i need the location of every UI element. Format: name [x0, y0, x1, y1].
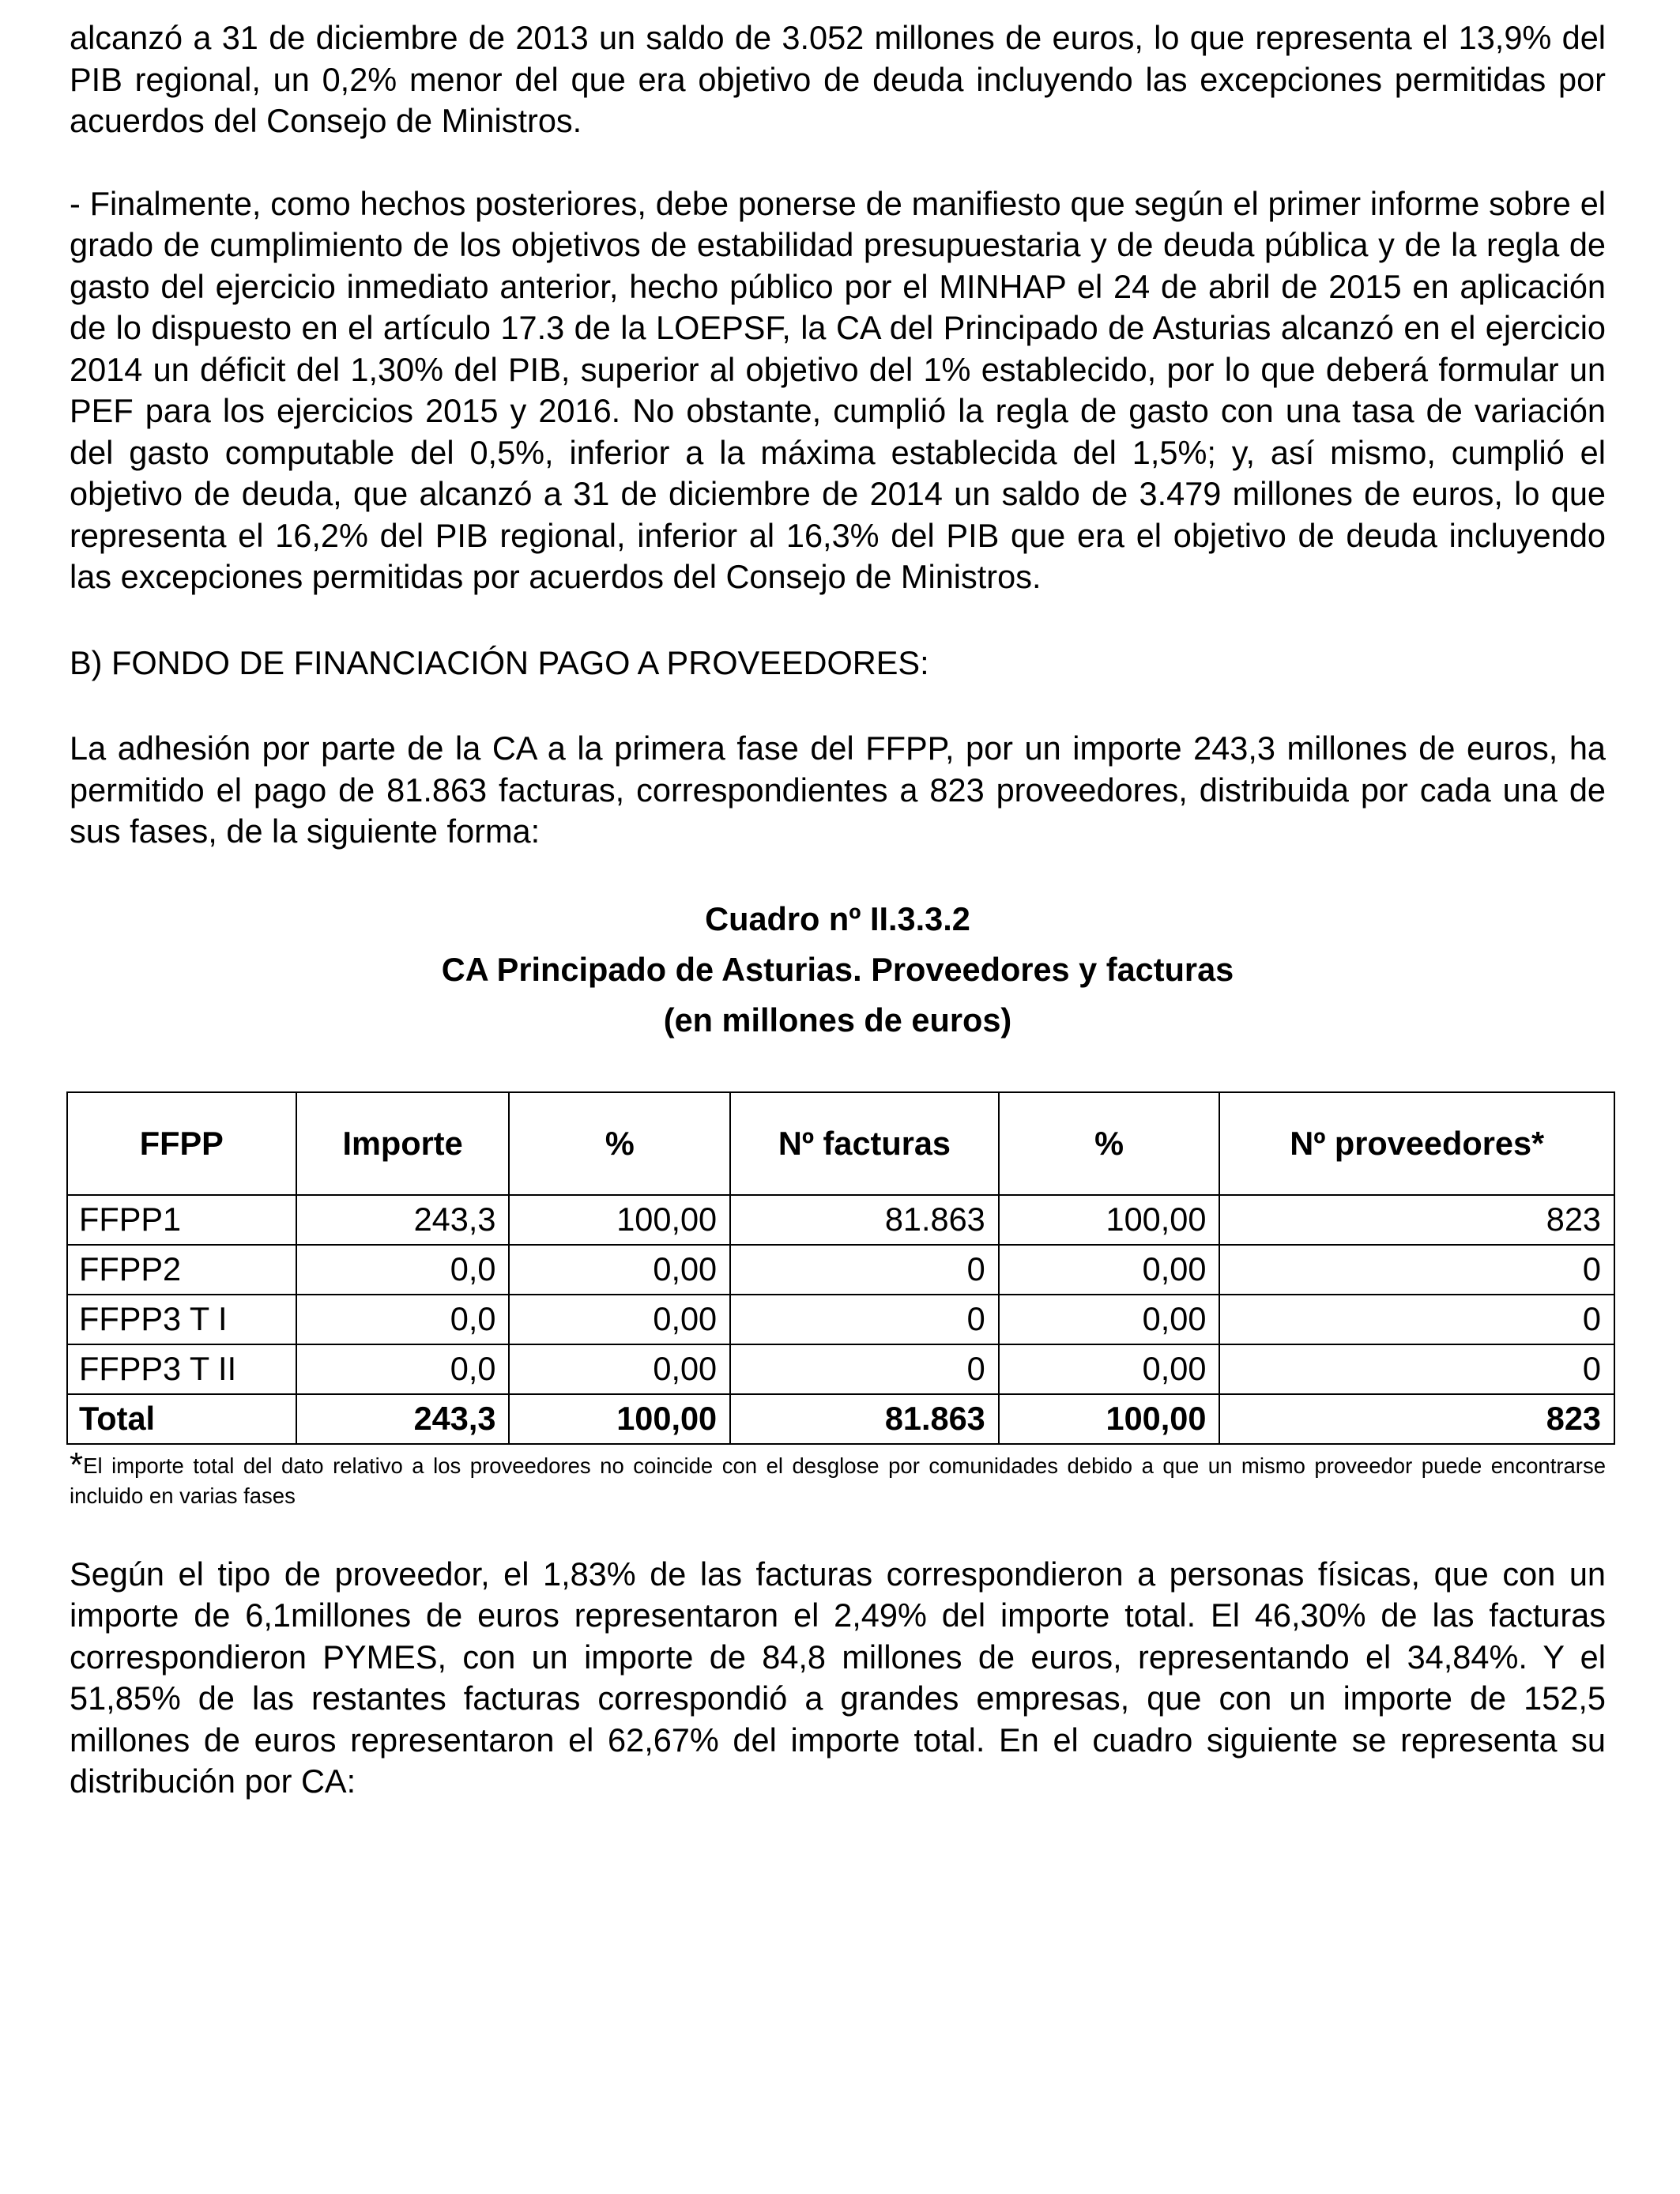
paragraph-debt-2013: alcanzó a 31 de diciembre de 2013 un saldo de 3.052 millones de euros, lo que representa el 13,9% del PIB regional, un 0,2% menor del que era objetivo de deuda incluyendo las excepciones permitidas por acuerdos del Consejo de Ministros. — [70, 19, 1606, 139]
cell-num-proveedores: 823 — [1219, 1195, 1614, 1245]
header-ffpp: FFPP — [67, 1092, 296, 1195]
table-caption-title: CA Principado de Asturias. Proveedores y facturas — [441, 950, 1234, 988]
total-num-facturas: 81.863 — [730, 1394, 999, 1444]
cell-importe: 0,0 — [296, 1245, 510, 1295]
footnote-asterisk: * — [70, 1445, 84, 1484]
total-num-proveedores: 823 — [1219, 1394, 1614, 1444]
cell-importe: 0,0 — [296, 1295, 510, 1344]
cell-facturas-percent: 0,00 — [999, 1245, 1220, 1295]
cell-num-proveedores: 0 — [1219, 1344, 1614, 1394]
cell-ffpp: FFPP1 — [67, 1195, 296, 1245]
cell-ffpp: FFPP3 T I — [67, 1295, 296, 1344]
cell-ffpp: FFPP3 T II — [67, 1344, 296, 1394]
header-num-proveedores: Nº proveedores* — [1219, 1092, 1614, 1195]
cell-num-facturas: 81.863 — [730, 1195, 999, 1245]
cell-importe-percent: 0,00 — [509, 1344, 730, 1394]
table-header-row — [67, 1092, 1614, 1195]
table-footnote — [70, 1445, 1606, 1511]
paragraph-ffpp-adhesion: La adhesión por parte de la CA a la primera fase del FFPP, por un importe 243,3 millones de euros, ha permitido el pago de 81.863 facturas, correspondientes a 823 proveedores, distribuida por cada una de sus fases, de la siguiente forma: — [70, 729, 1606, 850]
header-num-facturas: Nº facturas — [730, 1092, 999, 1195]
cell-num-proveedores: 0 — [1219, 1245, 1614, 1295]
total-importe: 243,3 — [296, 1394, 510, 1444]
cell-num-facturas: 0 — [730, 1245, 999, 1295]
footnote-text: El importe total del dato relativo a los proveedores no coincide con el desglose por comunidades debido a que un mismo proveedor puede encontrarse incluido en varias fases — [70, 1453, 1606, 1508]
paragraph-provider-types: Según el tipo de proveedor, el 1,83% de las facturas correspondieron a personas físicas, que con un importe de 6,1millones de euros representaron el 2,49% del importe total. El 46,30% de las facturas correspondieron PYMES, con un importe de 84,8 millones de euros, representando el 34,84%. Y el 51,85% de las restantes facturas correspondió a grandes empresas, que con un importe de 152,5 millones de euros representaron el 62,67% del importe total. En el cuadro siguiente se representa su distribución por CA: — [70, 1555, 1606, 1800]
document-page — [70, 17, 1606, 1803]
header-importe: Importe — [296, 1092, 510, 1195]
cell-importe-percent: 0,00 — [509, 1245, 730, 1295]
table-caption — [70, 894, 1606, 1046]
table-row — [67, 1195, 1614, 1245]
section-heading-ffpp: B) FONDO DE FINANCIACIÓN PAGO A PROVEEDORES: — [70, 643, 929, 681]
table-caption-units: (en millones de euros) — [663, 1001, 1012, 1039]
cell-num-proveedores: 0 — [1219, 1295, 1614, 1344]
table-row — [67, 1344, 1614, 1394]
cell-importe: 0,0 — [296, 1344, 510, 1394]
table-row — [67, 1245, 1614, 1295]
cell-importe: 243,3 — [296, 1195, 510, 1245]
table-total-row — [67, 1394, 1614, 1444]
total-importe-percent: 100,00 — [509, 1394, 730, 1444]
cell-facturas-percent: 0,00 — [999, 1344, 1220, 1394]
header-facturas-percent: % — [999, 1092, 1220, 1195]
cell-importe-percent: 0,00 — [509, 1295, 730, 1344]
cell-ffpp: FFPP2 — [67, 1245, 296, 1295]
cell-facturas-percent: 0,00 — [999, 1295, 1220, 1344]
cell-facturas-percent: 100,00 — [999, 1195, 1220, 1245]
table-row — [67, 1295, 1614, 1344]
header-importe-percent: % — [509, 1092, 730, 1195]
paragraph-subsequent-events: - Finalmente, como hechos posteriores, debe ponerse de manifiesto que según el primer informe sobre el grado de cumplimiento de los objetivos de estabilidad presupuestaria y de deuda pública y de la regla de gasto del ejercicio inmediato anterior, hecho público por el MINHAP el 24 de abril de 2015 en aplicación de lo dispuesto en el artículo 17.3 de la LOEPSF, la CA del Principado de Asturias alcanzó en el ejercicio 2014 un déficit del 1,30% del PIB, superior al objetivo del 1% establecido, por lo que deberá formular un PEF para los ejercicios 2015 y 2016. No obstante, cumplió la regla de gasto con una tasa de variación del gasto computable del 0,5%, inferior a la máxima establecida del 1,5%; y, así mismo, cumplió el objetivo de deuda, que alcanzó a 31 de diciembre de 2014 un saldo de 3.479 millones de euros, lo que representa el 16,2% del PIB regional, inferior al 16,3% del PIB que era el objetivo de deuda incluyendo las excepciones permitidas por acuerdos del Consejo de Ministros. — [70, 184, 1606, 595]
cell-num-facturas: 0 — [730, 1295, 999, 1344]
cell-importe-percent: 100,00 — [509, 1195, 730, 1245]
table-caption-number: Cuadro nº II.3.3.2 — [705, 899, 970, 937]
providers-invoices-table — [66, 1091, 1615, 1445]
total-facturas-percent: 100,00 — [999, 1394, 1220, 1444]
total-label: Total — [67, 1394, 296, 1444]
cell-num-facturas: 0 — [730, 1344, 999, 1394]
